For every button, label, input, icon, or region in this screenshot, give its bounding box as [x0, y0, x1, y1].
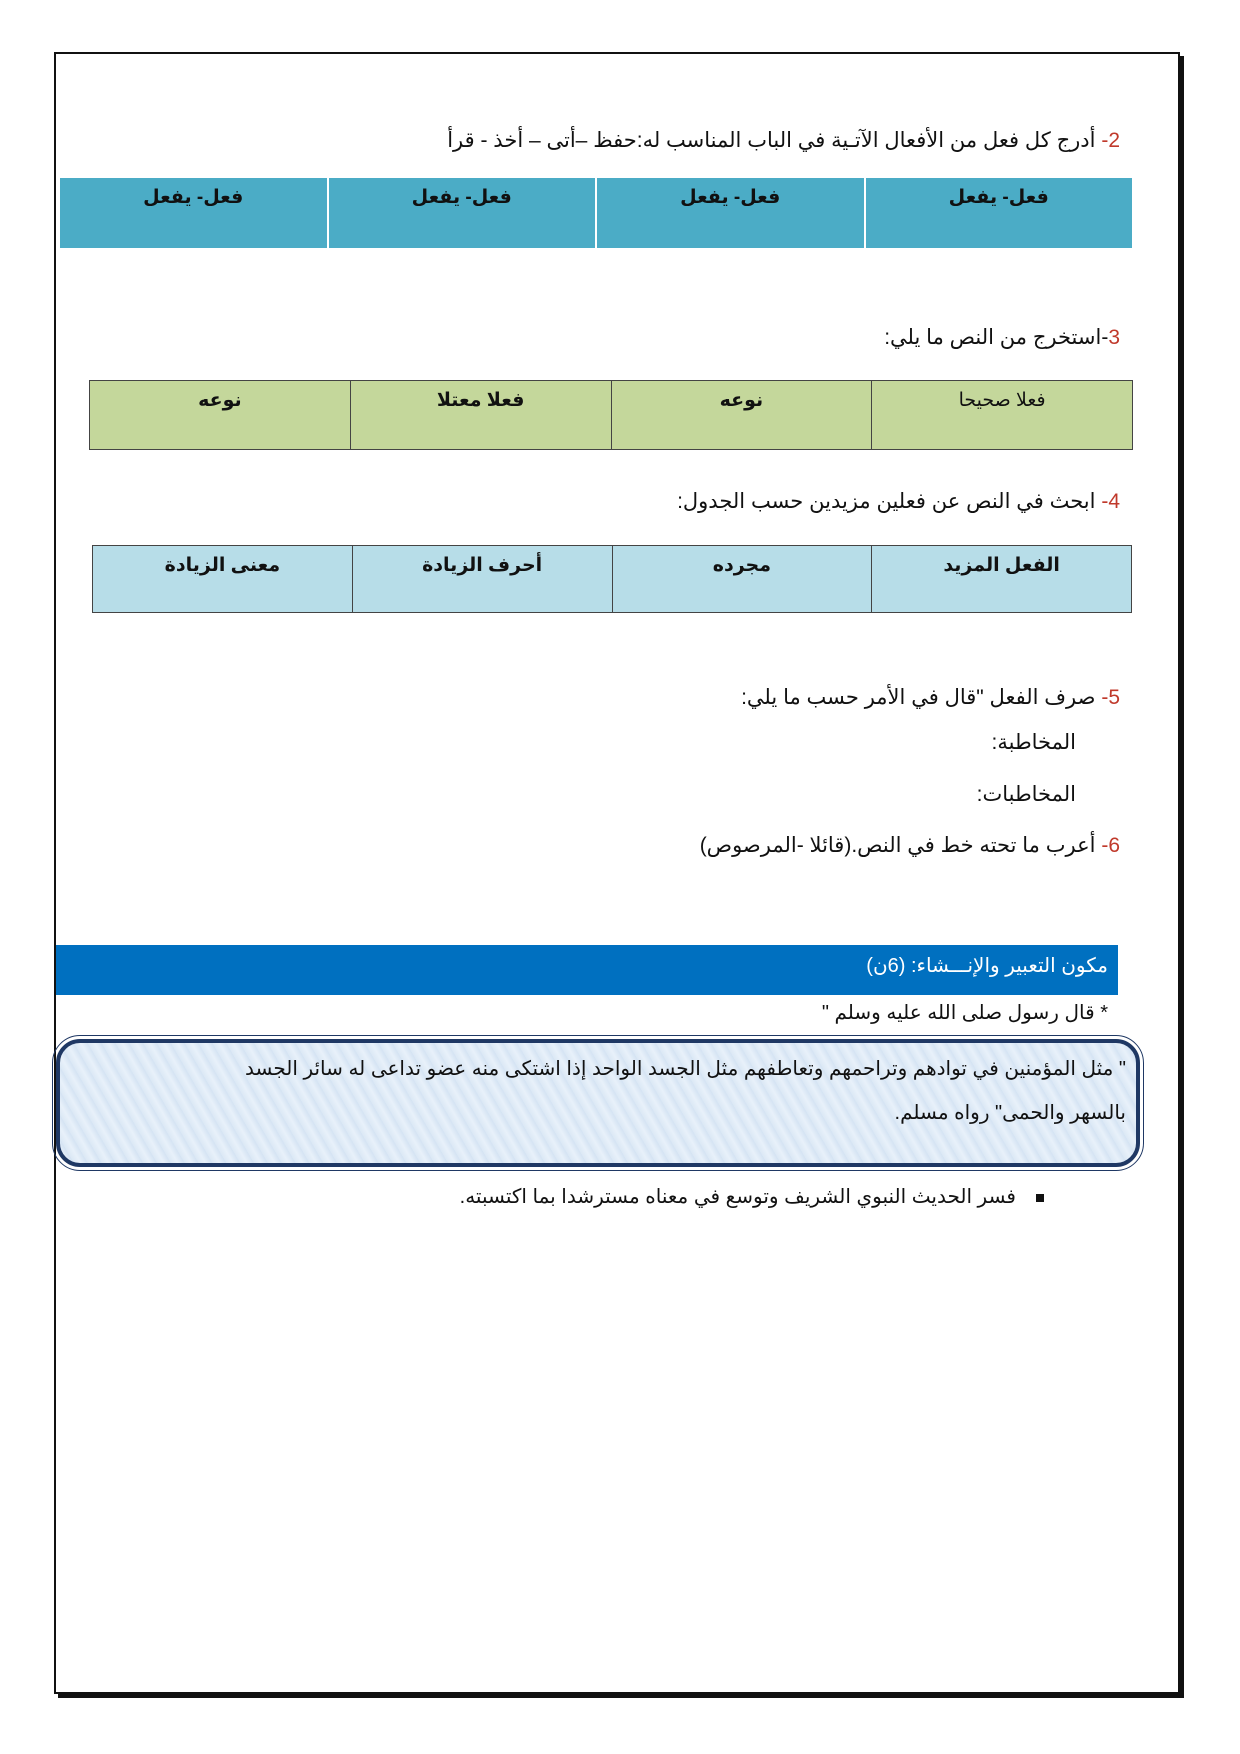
question-3-text: -استخرج من النص ما يلي:	[884, 326, 1109, 349]
verb-types-table	[89, 380, 1133, 450]
section-banner	[56, 945, 1118, 995]
table3-header-2: مجرده	[612, 546, 872, 613]
page-border	[54, 52, 1180, 1694]
table2-header-2: نوعه	[611, 381, 872, 450]
table3-header-3: أحرف الزيادة	[352, 546, 612, 613]
question-6-text: أعرب ما تحته خط في النص.(قائلا -المرصوص)	[699, 834, 1102, 857]
question-5-item-2: المخاطبات:	[976, 783, 1076, 806]
verb-pattern-table	[58, 178, 1134, 248]
question-2	[447, 128, 1120, 153]
table1-header-3: فعل- يفعل	[328, 178, 597, 248]
question-6	[700, 833, 1120, 858]
bullet-square-icon	[1036, 1194, 1044, 1202]
task-text: فسر الحديث النبوي الشريف وتوسع في معناه مسترشدا بما اكتسبته.	[459, 1186, 1016, 1208]
task-bullet	[460, 1184, 1044, 1209]
hadith-quote-box	[56, 1039, 1140, 1167]
question-5-number: 5-	[1101, 686, 1120, 709]
question-3-number: 3	[1108, 326, 1120, 349]
augmented-verbs-table	[92, 545, 1132, 613]
question-6-number: 6-	[1101, 834, 1120, 857]
question-5	[741, 685, 1120, 710]
hadith-line-1: " مثل المؤمنين في توادهم وتراحمهم وتعاطفهم مثل الجسد الواحد إذا اشتكى منه عضو تداعى له سائر الجسد	[244, 1058, 1126, 1080]
table2-header-1: فعلا صحيحا	[872, 381, 1133, 450]
table3-header-4: معنى الزيادة	[93, 546, 353, 613]
question-3	[884, 325, 1120, 350]
table2-header-3: فعلا معتلا	[350, 381, 611, 450]
table1-header-1: فعل- يفعل	[865, 178, 1134, 248]
hadith-intro: * قال رسول صلى الله عليه وسلم "	[821, 1002, 1108, 1024]
question-4-number: 4-	[1101, 490, 1120, 513]
table1-header-4: فعل- يفعل	[59, 178, 328, 248]
question-4-text: ابحث في النص عن فعلين مزيدين حسب الجدول:	[677, 490, 1102, 513]
question-2-text: أدرج كل فعل من الأفعال الآتـية في الباب المناسب له:حفظ –أتى – أخذ - قرأ	[447, 129, 1102, 152]
question-5-item-1: المخاطبة:	[991, 731, 1076, 754]
section-title: مكون التعبير والإنـــشاء: (6ن)	[866, 955, 1108, 977]
table3-header-1: الفعل المزيد	[872, 546, 1132, 613]
table1-header-2: فعل- يفعل	[596, 178, 865, 248]
question-5-text: صرف الفعل "قال في الأمر حسب ما يلي:	[741, 686, 1102, 709]
question-4	[677, 489, 1120, 514]
table2-header-4: نوعه	[90, 381, 351, 450]
hadith-line-2: بالسهر والحمى" رواه مسلم.	[894, 1102, 1126, 1124]
question-2-number: 2-	[1101, 129, 1120, 152]
